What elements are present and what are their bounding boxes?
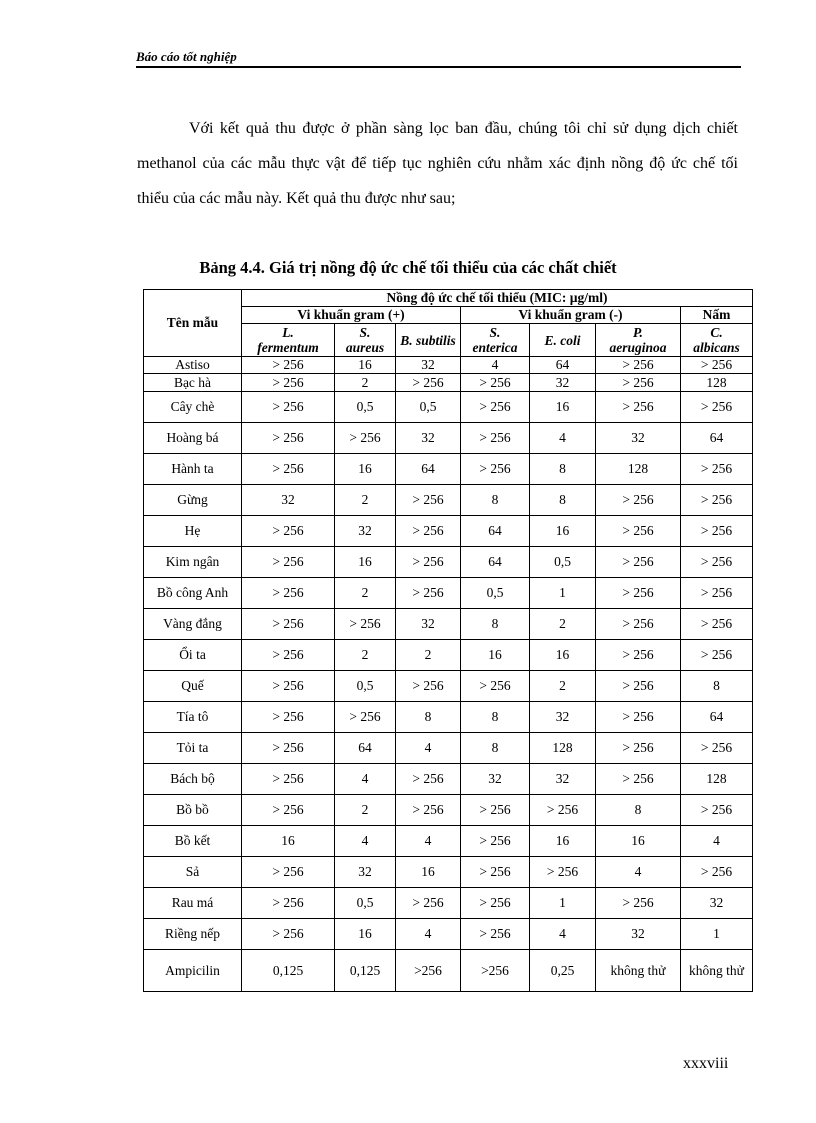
mic-value-cell: 64	[681, 423, 753, 454]
mic-value-cell: 8	[530, 485, 596, 516]
mic-value-cell: 16	[335, 919, 396, 950]
sample-name-cell: Bồ công Anh	[144, 578, 242, 609]
mic-value-cell: > 256	[681, 578, 753, 609]
table-row	[144, 888, 753, 919]
mic-value-cell: > 256	[242, 454, 335, 485]
table-row	[144, 609, 753, 640]
mic-value-cell: > 256	[461, 423, 530, 454]
table-row	[144, 374, 753, 392]
mic-value-cell: không thử	[596, 950, 681, 992]
mic-value-cell: 2	[530, 609, 596, 640]
mic-value-cell: 64	[681, 702, 753, 733]
mic-value-cell: > 256	[681, 516, 753, 547]
mic-value-cell: > 256	[461, 919, 530, 950]
mic-value-cell: > 256	[461, 454, 530, 485]
mic-value-cell: 2	[335, 795, 396, 826]
mic-value-cell: 2	[335, 374, 396, 392]
mic-value-cell: 8	[461, 485, 530, 516]
mic-value-cell: > 256	[396, 795, 461, 826]
mic-value-cell: > 256	[396, 671, 461, 702]
mic-value-cell: 1	[681, 919, 753, 950]
mic-value-cell: > 256	[242, 733, 335, 764]
mic-value-cell: 16	[461, 640, 530, 671]
mic-value-cell: > 256	[242, 578, 335, 609]
table-row	[144, 919, 753, 950]
mic-value-cell: 16	[335, 454, 396, 485]
table-row	[144, 578, 753, 609]
mic-value-cell: 16	[530, 516, 596, 547]
species-line1: C.	[710, 325, 723, 340]
mic-value-cell: 16	[335, 357, 396, 374]
mic-value-cell: 0,125	[335, 950, 396, 992]
sample-name-cell: Bồ bồ	[144, 795, 242, 826]
mic-value-cell: 16	[530, 826, 596, 857]
mic-value-cell: > 256	[461, 671, 530, 702]
mic-value-cell: 32	[596, 919, 681, 950]
table-row	[144, 485, 753, 516]
group-fungi: Nấm	[681, 307, 753, 324]
page-number: xxxviii	[683, 1055, 729, 1072]
mic-value-cell: > 256	[596, 609, 681, 640]
sample-name-cell: Tỏi ta	[144, 733, 242, 764]
mic-value-cell: 0,5	[335, 888, 396, 919]
mic-value-cell: > 256	[681, 795, 753, 826]
mic-value-cell: 32	[396, 357, 461, 374]
group-gram-positive: Vi khuẩn gram (+)	[242, 307, 461, 324]
mic-value-cell: 0,5	[530, 547, 596, 578]
species-line1: L.	[282, 325, 294, 340]
mic-value-cell: > 256	[596, 733, 681, 764]
species-line2: albicans	[693, 340, 740, 355]
species-line2: enterica	[472, 340, 518, 355]
sample-name-cell: Vàng đắng	[144, 609, 242, 640]
mic-value-cell: > 256	[681, 357, 753, 374]
table-caption: Bảng 4.4. Giá trị nồng độ ức chế tối thiểu của các chất chiết	[199, 258, 617, 277]
mic-value-cell: 32	[681, 888, 753, 919]
mic-value-cell: 64	[530, 357, 596, 374]
sample-name-cell: Quế	[144, 671, 242, 702]
mic-value-cell: > 256	[596, 485, 681, 516]
mic-value-cell: > 256	[335, 609, 396, 640]
mic-value-cell: > 256	[396, 374, 461, 392]
table-row	[144, 826, 753, 857]
mic-value-cell: > 256	[681, 392, 753, 423]
mic-value-cell: 32	[530, 374, 596, 392]
mic-value-cell: 32	[596, 423, 681, 454]
sample-name-cell: Kim ngân	[144, 547, 242, 578]
mic-value-cell: > 256	[242, 671, 335, 702]
mic-value-cell: 16	[596, 826, 681, 857]
mic-value-cell: 64	[461, 547, 530, 578]
mic-value-cell: > 256	[681, 733, 753, 764]
mic-value-cell: > 256	[530, 795, 596, 826]
group-gram-negative: Vi khuẩn gram (-)	[461, 307, 681, 324]
mic-value-cell: > 256	[242, 609, 335, 640]
mic-value-cell: 0,5	[461, 578, 530, 609]
species-header	[396, 324, 461, 357]
table-row	[144, 795, 753, 826]
mic-value-cell: > 256	[396, 485, 461, 516]
sample-name-cell: Sả	[144, 857, 242, 888]
mic-value-cell: 4	[396, 826, 461, 857]
table-row	[144, 547, 753, 578]
mic-value-cell: 1	[530, 578, 596, 609]
mic-value-cell: 0,125	[242, 950, 335, 992]
species-line2: aureus	[345, 340, 385, 355]
mic-value-cell: > 256	[461, 392, 530, 423]
mic-value-cell: > 256	[335, 423, 396, 454]
mic-value-cell: > 256	[596, 547, 681, 578]
mic-value-cell: 16	[530, 392, 596, 423]
sample-name-cell: Tía tô	[144, 702, 242, 733]
mic-value-cell: > 256	[396, 764, 461, 795]
table-row	[144, 857, 753, 888]
sample-name-cell: Ổi ta	[144, 640, 242, 671]
species-line1: P.	[633, 325, 643, 340]
table-row	[144, 516, 753, 547]
mic-value-cell: > 256	[335, 702, 396, 733]
mic-value-cell: 0,25	[530, 950, 596, 992]
mic-value-cell: > 256	[461, 826, 530, 857]
mic-value-cell: 64	[335, 733, 396, 764]
sample-name-cell: Astiso	[144, 357, 242, 374]
mic-value-cell: > 256	[242, 357, 335, 374]
sample-name-cell: Cây chè	[144, 392, 242, 423]
mic-value-cell: 8	[461, 733, 530, 764]
mic-value-cell: 32	[396, 423, 461, 454]
mic-value-cell: > 256	[242, 919, 335, 950]
mic-value-cell: > 256	[396, 516, 461, 547]
mic-value-cell: 8	[596, 795, 681, 826]
mic-value-cell: > 256	[681, 547, 753, 578]
mic-value-cell: 128	[530, 733, 596, 764]
mic-value-cell: > 256	[530, 857, 596, 888]
mic-value-cell: 4	[396, 733, 461, 764]
mic-value-cell: > 256	[461, 795, 530, 826]
mic-value-cell: 32	[242, 485, 335, 516]
mic-value-cell: > 256	[461, 374, 530, 392]
mic-table	[143, 289, 753, 992]
mic-value-cell: > 256	[242, 857, 335, 888]
mic-value-cell: 2	[396, 640, 461, 671]
sample-name-cell: Hẹ	[144, 516, 242, 547]
mic-value-cell: 32	[335, 857, 396, 888]
mic-value-cell: 16	[335, 547, 396, 578]
table-row	[144, 392, 753, 423]
species-header	[335, 324, 396, 357]
sample-name-cell: Riềng nếp	[144, 919, 242, 950]
mic-value-cell: > 256	[596, 392, 681, 423]
mic-value-cell: 32	[335, 516, 396, 547]
mic-value-cell: > 256	[242, 516, 335, 547]
sample-name-cell: Hoàng bá	[144, 423, 242, 454]
mic-value-cell: > 256	[596, 374, 681, 392]
mic-value-cell: 64	[461, 516, 530, 547]
mic-value-cell: 32	[530, 702, 596, 733]
mic-value-cell: 4	[396, 919, 461, 950]
table-row	[144, 423, 753, 454]
mic-value-cell: > 256	[242, 423, 335, 454]
mic-value-cell: 1	[530, 888, 596, 919]
mic-value-cell: > 256	[596, 357, 681, 374]
mic-value-cell: 64	[396, 454, 461, 485]
mic-value-cell: 16	[530, 640, 596, 671]
table-row	[144, 702, 753, 733]
mic-value-cell: > 256	[242, 640, 335, 671]
mic-value-cell: > 256	[396, 547, 461, 578]
mic-value-cell: 4	[596, 857, 681, 888]
mic-value-cell: 4	[530, 919, 596, 950]
mic-value-cell: >256	[461, 950, 530, 992]
mic-value-cell: > 256	[242, 888, 335, 919]
mic-value-cell: > 256	[242, 392, 335, 423]
species-header	[530, 324, 596, 357]
table-body	[144, 357, 753, 992]
mic-value-cell: 128	[596, 454, 681, 485]
sample-name-cell: Bồ kết	[144, 826, 242, 857]
header-title: Báo cáo tốt nghiệp	[136, 49, 237, 64]
mic-value-cell: 4	[461, 357, 530, 374]
intro-paragraph: Với kết quả thu được ở phần sàng lọc ban đầu, chúng tôi chỉ sử dụng dịch chiết methanol của các mẫu thực vật để tiếp tục nghiên cứu nhằm xác định nồng độ ức chế tối thiểu của các mẫu này. Kết quả thu được như sau;	[137, 120, 738, 207]
mic-value-cell: > 256	[681, 609, 753, 640]
species-header	[681, 324, 753, 357]
mic-value-cell: 0,5	[396, 392, 461, 423]
mic-value-cell: > 256	[242, 702, 335, 733]
mic-value-cell: 8	[396, 702, 461, 733]
mic-value-cell: 2	[335, 640, 396, 671]
sample-name-cell: Gừng	[144, 485, 242, 516]
mic-value-cell: 4	[335, 826, 396, 857]
mic-value-cell: 32	[461, 764, 530, 795]
mic-value-cell: 2	[335, 485, 396, 516]
mic-value-cell: 128	[681, 374, 753, 392]
mic-value-cell: 32	[396, 609, 461, 640]
mic-value-cell: > 256	[681, 485, 753, 516]
mic-value-cell: > 256	[242, 795, 335, 826]
table-row	[144, 454, 753, 485]
mic-value-cell: 8	[681, 671, 753, 702]
species-line2: fermentum	[257, 340, 319, 355]
species-header	[242, 324, 335, 357]
table-row	[144, 357, 753, 374]
table-row	[144, 950, 753, 992]
species-line1: B. subtilis	[400, 332, 456, 348]
mic-value-cell: > 256	[396, 888, 461, 919]
mic-value-cell: 4	[530, 423, 596, 454]
sample-name-cell: Bách bộ	[144, 764, 242, 795]
mic-value-cell: > 256	[596, 702, 681, 733]
mic-value-cell: 8	[461, 609, 530, 640]
mic-value-cell: > 256	[596, 764, 681, 795]
sample-name-cell: Bạc hà	[144, 374, 242, 392]
mic-value-cell: > 256	[461, 888, 530, 919]
mic-value-cell: > 256	[596, 671, 681, 702]
mic-value-cell: >256	[396, 950, 461, 992]
mic-value-cell: > 256	[681, 857, 753, 888]
mic-value-cell: > 256	[596, 888, 681, 919]
species-header	[596, 324, 681, 357]
mic-value-cell: > 256	[681, 640, 753, 671]
mic-value-cell: 2	[335, 578, 396, 609]
mic-value-cell: 32	[530, 764, 596, 795]
sample-header: Tên mẫu	[144, 290, 242, 357]
mic-value-cell: > 256	[396, 578, 461, 609]
mic-value-cell: 8	[530, 454, 596, 485]
mic-value-cell: 4	[681, 826, 753, 857]
species-line1: S.	[489, 325, 501, 340]
mic-value-cell: 0,5	[335, 671, 396, 702]
page-header	[136, 48, 741, 68]
species-line1: S.	[359, 325, 371, 340]
mic-value-cell: > 256	[242, 374, 335, 392]
sample-name-cell: Ampicilin	[144, 950, 242, 992]
sample-name-cell: Rau má	[144, 888, 242, 919]
mic-value-cell: > 256	[596, 640, 681, 671]
mic-value-cell: 2	[530, 671, 596, 702]
mic-value-cell: 8	[461, 702, 530, 733]
mic-value-cell: 16	[242, 826, 335, 857]
mic-value-cell: > 256	[461, 857, 530, 888]
mic-value-cell: > 256	[596, 516, 681, 547]
mic-value-cell: 16	[396, 857, 461, 888]
mic-value-cell: 128	[681, 764, 753, 795]
species-line1: E. coli	[544, 332, 581, 348]
mic-value-cell: > 256	[242, 547, 335, 578]
mic-header: Nồng độ ức chế tối thiểu (MIC: µg/ml)	[242, 290, 753, 307]
table-row	[144, 671, 753, 702]
table-row	[144, 733, 753, 764]
mic-value-cell: 4	[335, 764, 396, 795]
mic-value-cell: > 256	[681, 454, 753, 485]
mic-value-cell: không thử	[681, 950, 753, 992]
species-header	[461, 324, 530, 357]
species-line2: aeruginoa	[609, 340, 667, 355]
table-row	[144, 640, 753, 671]
mic-value-cell: > 256	[596, 578, 681, 609]
mic-value-cell: 0,5	[335, 392, 396, 423]
table-row	[144, 764, 753, 795]
mic-value-cell: > 256	[242, 764, 335, 795]
sample-name-cell: Hành ta	[144, 454, 242, 485]
